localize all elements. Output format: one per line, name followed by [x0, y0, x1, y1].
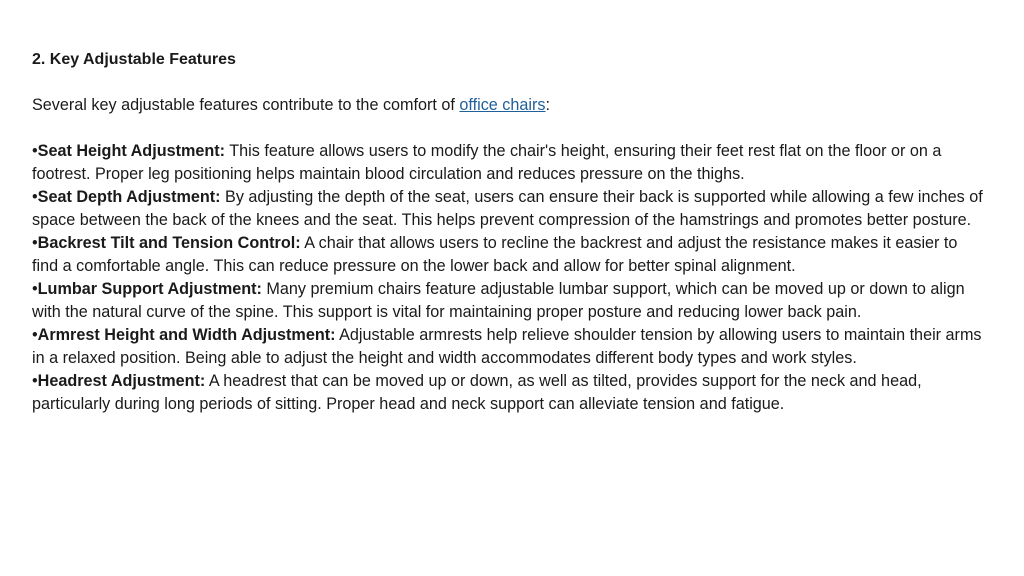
feature-term: Lumbar Support Adjustment: [37, 280, 262, 298]
section-heading: 2. Key Adjustable Features [32, 51, 236, 68]
feature-text: By adjusting the depth of the seat, users can ensure their back is supported while allowing a few inches of space between the back of the knees and the seat. This helps prevent compression of the hamstrings and promotes better posture. [32, 188, 983, 229]
office-chairs-link[interactable]: office chairs [459, 96, 546, 114]
bullet: • [32, 280, 38, 298]
bullet: • [32, 234, 38, 252]
feature-item-armrest [32, 324, 986, 370]
feature-text: This feature allows users to modify the chair's height, ensuring their feet rest flat on the floor or on a footrest. Proper leg positioning helps maintain blood circulation and reduces pressure on the thighs. [32, 142, 942, 183]
feature-text: A headrest that can be moved up or down, as well as tilted, provides support for the neck and head, particularly during long periods of sitting. Proper head and neck support can alleviate tension and fatigue. [32, 372, 922, 413]
feature-term: Headrest Adjustment: [37, 372, 206, 390]
bullet: • [32, 188, 38, 206]
feature-item-lumbar-support [32, 278, 986, 324]
bullet: • [32, 142, 38, 160]
feature-text: Many premium chairs feature adjustable lumbar support, which can be moved up or down to align with the natural curve of the spine. This support is vital for maintaining proper posture and reducing lower back pain. [32, 280, 965, 321]
intro-text: Several key adjustable features contribute to the comfort of [32, 96, 460, 114]
feature-list [32, 140, 986, 416]
intro-colon: : [545, 96, 550, 114]
feature-item-backrest-tilt [32, 232, 986, 278]
feature-text: A chair that allows users to recline the backrest and adjust the resistance makes it easier to find a comfortable angle. This can reduce pressure on the lower back and allow for better spinal alignment. [32, 234, 958, 275]
feature-item-seat-height [32, 140, 986, 186]
feature-item-seat-depth [32, 186, 986, 232]
bullet: • [32, 326, 38, 344]
feature-term: Seat Depth Adjustment: [37, 188, 221, 206]
feature-item-headrest [32, 370, 986, 416]
feature-term: Armrest Height and Width Adjustment: [37, 326, 336, 344]
bullet: • [32, 372, 38, 390]
intro-paragraph [32, 94, 986, 117]
feature-term: Backrest Tilt and Tension Control: [37, 234, 301, 252]
feature-text: Adjustable armrests help relieve shoulder tension by allowing users to maintain their arms in a relaxed position. Being able to adjust the height and width accommodates different body types and work styles. [32, 326, 982, 367]
feature-term: Seat Height Adjustment: [37, 142, 226, 160]
